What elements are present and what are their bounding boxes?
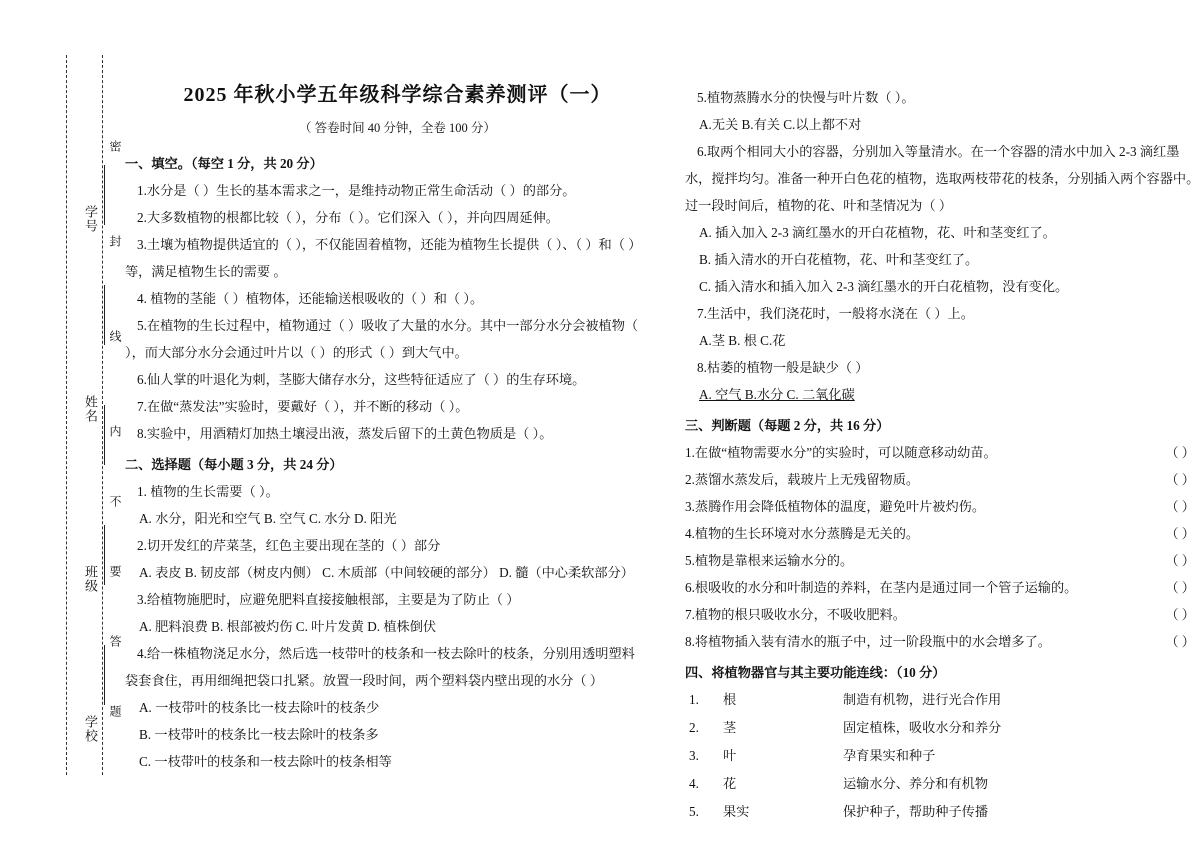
- judge-question-8-text: 8.将植物插入装有清水的瓶子中，过一阶段瓶中的水会增多了。: [685, 634, 1051, 649]
- seal-field-class: 班级: [83, 565, 98, 593]
- section-1-heading: 一、填空。（每空 1 分，共 20 分）: [125, 156, 323, 171]
- seal-dashed-line-right: [102, 55, 103, 775]
- choice-question-6-option-b: B. 插入清水的开白花植物，花、叶和茎变红了。: [699, 252, 979, 267]
- choice-question-5-options: A.无关 B.有关 C.以上都不对: [699, 117, 862, 132]
- judge-question-8: [685, 628, 1200, 655]
- choice-question-3-stem: 3.给植物施肥时，应避免肥料直接接触根部，主要是为了防止（ ）: [137, 592, 520, 607]
- match-row: [685, 770, 1200, 798]
- judge-question-6-text: 6.根吸收的水分和叶制造的养料，在茎内是通过同一个管子运输的。: [685, 580, 1078, 595]
- choice-question-4-option-b: B. 一枝带叶的枝条比一枝去除叶的枝条多: [139, 727, 379, 742]
- match-row-4-number: 4.: [689, 776, 699, 791]
- choice-question-4-option-a: A. 一枝带叶的枝条比一枝去除叶的枝条少: [139, 700, 380, 715]
- judge-question-5-text: 5.植物是靠根来运输水分的。: [685, 553, 854, 568]
- choice-question-1-options: A. 水分，阳光和空气 B. 空气 C. 水分 D. 阳光: [139, 511, 397, 526]
- match-row-3-number: 3.: [689, 748, 699, 763]
- match-row-5-description: 保护种子，帮助种子传播: [843, 804, 989, 819]
- seal-word-2: 线: [108, 330, 122, 344]
- seal-field-student-id: 学号: [83, 205, 98, 233]
- seal-dashed-line-left: [66, 55, 67, 775]
- page-title: 2025 年秋小学五年级科学综合素养测评（一）: [183, 84, 612, 106]
- fill-question-3: 3.土壤为植物提供适宜的（ ），不仅能固着植物，还能为植物生长提供（ ）、（ ）和（ ）等，满足植物生长的需要 。: [125, 237, 642, 279]
- match-row: [685, 798, 1200, 826]
- seal-binding-strip: [60, 55, 122, 775]
- judge-question-8-bracket: （ ）: [1165, 634, 1195, 649]
- match-row-1-description: 制造有机物，进行光合作用: [843, 692, 1002, 707]
- judge-question-4-bracket: （ ）: [1165, 526, 1195, 541]
- seal-field-name: 姓名: [83, 395, 98, 423]
- judge-question-2: [685, 466, 1200, 493]
- choice-question-2-options: A. 表皮 B. 韧皮部（树皮内侧） C. 木质部（中间较硬的部分） D. 髓（中心柔软部分）: [139, 565, 634, 580]
- seal-word-0: 密: [108, 140, 122, 154]
- judge-question-3: [685, 493, 1200, 520]
- choice-question-6-option-a: A. 插入加入 2-3 滴红墨水的开白花植物，花、叶和茎变红了。: [699, 225, 1056, 240]
- judge-question-7: [685, 601, 1200, 628]
- judge-question-6: [685, 574, 1200, 601]
- fill-question-1: 1.水分是（ ）生长的基本需求之一，是维持动物正常生命活动（ ）的部分。: [137, 183, 576, 198]
- match-row: [685, 742, 1200, 770]
- section-3-heading: 三、判断题（每题 2 分，共 16 分）: [685, 418, 890, 433]
- judge-question-5: [685, 547, 1200, 574]
- section-4-heading: 四、将植物器官与其主要功能连线：（10 分）: [685, 665, 946, 680]
- judge-question-4: [685, 520, 1200, 547]
- choice-question-8-stem: 8.枯萎的植物一般是缺少（ ）: [697, 360, 869, 375]
- judge-question-1: [685, 439, 1200, 466]
- fill-question-2: 2.大多数植物的根都比较（ ），分布（ ）。它们深入（ ），并向四周延伸。: [137, 210, 559, 225]
- fill-question-4: 4. 植物的茎能（ ）植物体，还能输送根吸收的（ ）和（ ）。: [137, 291, 484, 306]
- paper-content: [125, 62, 1200, 819]
- match-row: [685, 686, 1200, 714]
- left-column: [125, 146, 645, 775]
- match-row-5-term: 果实: [723, 804, 750, 819]
- choice-question-8-options: A. 空气 B.水分 C. 二氧化碳: [699, 387, 855, 402]
- judge-question-3-text: 3.蒸腾作用会降低植物体的温度，避免叶片被灼伤。: [685, 499, 986, 514]
- seal-divider-1: [104, 165, 105, 225]
- choice-question-1-stem: 1. 植物的生长需要（ ）。: [137, 484, 279, 499]
- seal-divider-2: [104, 285, 105, 345]
- seal-word-6: 答: [108, 635, 122, 649]
- exam-instructions: （ 答卷时间 40 分钟，全卷 100 分）: [299, 121, 496, 135]
- fill-question-7: 7.在做“蒸发法”实验时，要戴好（ ），并不断的移动（ ）。: [137, 399, 469, 414]
- match-row-4-term: 花: [723, 776, 737, 791]
- judge-question-7-text: 7.植物的根只吸收水分，不吸收肥料。: [685, 607, 906, 622]
- fill-question-8: 8.实验中，用酒精灯加热土壤浸出液，蒸发后留下的土黄色物质是（ ）。: [137, 426, 553, 441]
- section-2-heading: 二、选择题（每小题 3 分，共 24 分）: [125, 457, 343, 472]
- match-row-1-term: 根: [723, 692, 737, 707]
- seal-word-5: 要: [108, 565, 122, 579]
- match-row-3-term: 叶: [723, 748, 737, 763]
- judge-question-1-text: 1.在做“植物需要水分”的实验时，可以随意移动幼苗。: [685, 445, 997, 460]
- seal-divider-5: [104, 645, 105, 705]
- judge-question-3-bracket: （ ）: [1165, 499, 1195, 514]
- choice-question-4-option-c: C. 一枝带叶的枝条和一枝去除叶的枝条相等: [139, 754, 392, 769]
- fill-question-5: 5.在植物的生长过程中，植物通过（ ）吸收了大量的水分。其中一部分水分会被植物（ ），而大部分水分会通过叶片以（ ）的形式（ ）到大气中。: [125, 318, 639, 360]
- choice-question-2-stem: 2.切开发红的芹菜茎，红色主要出现在茎的（ ）部分: [137, 538, 441, 553]
- seal-word-4: 不: [108, 495, 122, 509]
- judge-question-2-bracket: （ ）: [1165, 472, 1195, 487]
- match-row-5-number: 5.: [689, 804, 699, 819]
- judge-question-2-text: 2.蒸馏水蒸发后，载玻片上无残留物质。: [685, 472, 920, 487]
- match-row-3-description: 孕育果实和种子: [843, 748, 936, 763]
- match-row-4-description: 运输水分、养分和有机物: [843, 776, 989, 791]
- judge-question-1-bracket: （ ）: [1165, 445, 1195, 460]
- judge-question-4-text: 4.植物的生长环境对水分蒸腾是无关的。: [685, 526, 920, 541]
- match-row-1-number: 1.: [689, 692, 699, 707]
- seal-divider-4: [104, 525, 105, 585]
- match-row-2-term: 茎: [723, 720, 737, 735]
- judge-question-6-bracket: （ ）: [1165, 580, 1195, 595]
- fill-question-6: 6.仙人掌的叶退化为刺，茎膨大储存水分，这些特征适应了（ ）的生存环境。: [137, 372, 586, 387]
- match-row-2-description: 固定植株，吸收水分和养分: [843, 720, 1002, 735]
- match-row: [685, 714, 1200, 742]
- seal-word-1: 封: [108, 235, 122, 249]
- choice-question-7-options: A.茎 B. 根 C.花: [699, 333, 786, 348]
- seal-field-school: 学校: [83, 715, 98, 743]
- seal-word-3: 内: [108, 425, 122, 439]
- seal-word-7: 题: [108, 705, 122, 719]
- judge-question-5-bracket: （ ）: [1165, 553, 1195, 568]
- choice-question-3-options: A. 肥料浪费 B. 根部被灼伤 C. 叶片发黄 D. 植株倒伏: [139, 619, 437, 634]
- seal-divider-3: [104, 405, 105, 465]
- choice-question-4-stem: 4.给一株植物浇足水分，然后选一枝带叶的枝条和一枝去除叶的枝条，分别用透明塑料袋套食住，再用细绳把袋口扎紧。放置一段时间，两个塑料袋内壁出现的水分（ ）: [125, 646, 635, 688]
- match-row-2-number: 2.: [689, 720, 699, 735]
- judge-question-7-bracket: （ ）: [1165, 607, 1195, 622]
- right-column: [685, 84, 1200, 826]
- choice-question-6-stem: 6.取两个相同大小的容器，分别加入等量清水。在一个容器的清水中加入 2-3 滴红墨水，搅拌均匀。准备一种开白色花的植物，选取两枝带花的枝条，分别插入两个容器中。过一段时间后，植物的花、叶和茎情况为（ ）: [685, 144, 1200, 213]
- choice-question-6-option-c: C. 插入清水和插入加入 2-3 滴红墨水的开白花植物，没有变化。: [699, 279, 1069, 294]
- choice-question-5-stem: 5.植物蒸腾水分的快慢与叶片数（ ）。: [697, 90, 915, 105]
- choice-question-7-stem: 7.生活中，我们浇花时，一般将水浇在（ ）上。: [697, 306, 974, 321]
